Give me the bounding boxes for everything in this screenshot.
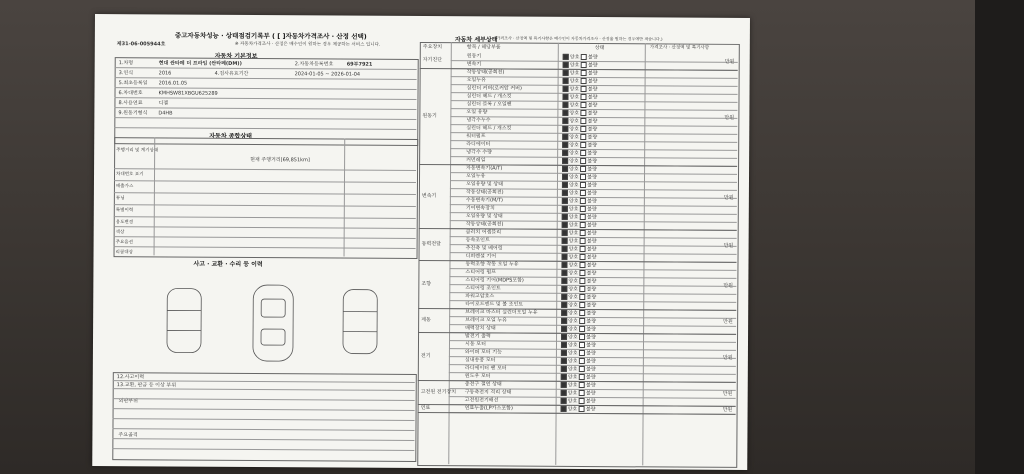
state-checkboxes[interactable]: 양호 불량	[561, 334, 596, 341]
detail-item-label: 브레이크 오일 누유	[465, 317, 507, 324]
detail-item-label: 실린더 헤드 / 개스킷	[466, 125, 512, 132]
detail-header: 자동차 세부상태	[454, 36, 498, 44]
state-checkboxes[interactable]: 양호 불량	[563, 86, 598, 93]
group-name: 변속기	[421, 193, 437, 200]
state-checkboxes[interactable]: 양호 불량	[562, 126, 597, 133]
field-value: 2016	[158, 70, 172, 77]
detail-item-label: 변속기	[466, 61, 482, 68]
summary-row-label: 색상	[115, 230, 125, 236]
field-label: 1.차명	[118, 60, 134, 67]
summary-box	[114, 137, 419, 259]
state-checkboxes[interactable]: 양호 불량	[562, 190, 597, 197]
price-note: 만원	[723, 242, 734, 249]
detail-item-label: 발전기 출력	[465, 333, 491, 340]
state-checkboxes[interactable]: 양호 불량	[562, 150, 597, 157]
col-main: 주요장치	[422, 44, 443, 51]
detail-item-label: 실내송풍 모터	[464, 357, 496, 364]
state-checkboxes[interactable]: 양호 불량	[562, 182, 597, 189]
state-checkboxes[interactable]: 양호 불량	[562, 102, 597, 109]
col-state: 상태	[594, 45, 605, 52]
detail-item-label: 라디에이터	[466, 141, 491, 148]
detail-item-label: 연료누출(LP가스포함)	[464, 405, 513, 412]
price-note: 만원	[723, 194, 734, 201]
mileage-text: 현재 주행거리[69,851km]	[250, 156, 310, 164]
basic-info-header: 자동차 기본정보	[214, 52, 258, 60]
summary-row-label: 리콜대상	[115, 250, 133, 256]
detail-item-label: 냉각수누수	[466, 117, 491, 124]
state-checkboxes[interactable]: 양호 불량	[561, 278, 596, 285]
state-checkboxes[interactable]: 양호 불량	[562, 206, 597, 213]
detail-item-label: 라디에이터 팬 모터	[464, 365, 507, 372]
state-checkboxes[interactable]: 양호 불량	[561, 270, 596, 277]
detail-item-label: 와이퍼 모터 기능	[464, 349, 502, 356]
detail-item-label: 오일유량 및 상태	[465, 213, 503, 220]
detail-item-label: 스티어링 조인트	[465, 285, 501, 292]
group-name: 전기	[420, 352, 431, 360]
state-checkboxes[interactable]: 양호 불량	[561, 374, 596, 381]
summary-row-label: 차대번호 표기	[116, 172, 144, 178]
summary-row-label: 튜닝	[115, 196, 125, 202]
state-checkboxes[interactable]: 양호 불량	[561, 342, 596, 349]
detail-item-label: 등속조인트	[465, 237, 490, 244]
state-checkboxes[interactable]: 양호 불량	[563, 70, 598, 77]
car-top-icon	[253, 285, 293, 361]
detail-item-label: 배력장치 상태	[465, 325, 496, 332]
state-checkboxes[interactable]: 양호 불량	[562, 110, 597, 117]
document-notice: ※ 자동차가격조사 · 산정은 매수인이 원하는 경우 제공하는 서비스 입니다.	[234, 41, 381, 48]
group-name: 원동기	[422, 113, 437, 120]
detail-item-label: 클러치 어셈블리	[465, 229, 502, 236]
detail-item-label: 추진축 및 베어링	[465, 245, 503, 252]
state-checkboxes[interactable]: 양호 불량	[561, 382, 596, 389]
detail-item-label: 오일누유	[466, 77, 486, 84]
accident-header: 사고 · 교환 · 수리 등 이력	[193, 260, 263, 269]
state-checkboxes[interactable]: 양호 불량	[562, 246, 597, 253]
field-label: 9.원동기형식	[118, 110, 148, 117]
detail-item-label: 작동상태(공회전)	[465, 221, 504, 228]
state-checkboxes[interactable]: 양호 불량	[563, 54, 598, 61]
state-checkboxes[interactable]: 양호 불량	[561, 286, 596, 293]
detail-item-label: 시동 모터	[464, 341, 486, 348]
state-checkboxes[interactable]: 양호 불량	[561, 406, 596, 413]
detail-item-label: 오일유량 및 상태	[465, 181, 503, 188]
document-number: 제31-06-005944호	[116, 41, 166, 48]
summary-row-label: 주요옵션	[115, 240, 134, 246]
history-row-label: 주요골격	[118, 432, 138, 439]
summary-row-label: 주행거리 및 계기상태	[116, 148, 159, 154]
col-price: 가격조사 · 산정액 및 특기사항	[649, 45, 710, 51]
state-checkboxes[interactable]: 양호 불량	[561, 398, 596, 405]
history-row-label: 12.사고이력	[116, 374, 145, 381]
summary-row-label: 배출가스	[115, 184, 134, 190]
state-checkboxes[interactable]: 양호 불량	[562, 238, 597, 245]
summary-header: 자동차 종합상태	[209, 132, 252, 140]
state-checkboxes[interactable]: 양호 불량	[561, 318, 596, 325]
field-value: 2016.01.05	[158, 80, 188, 87]
group-name: 자기진단	[422, 57, 443, 64]
field-value: 2024-01-05 ~ 2026-01-04	[294, 71, 361, 78]
history-row-label: 13.교환, 판금 등 이상 부위	[116, 382, 177, 389]
detail-item-label: 충전구 절연 상태	[464, 381, 502, 388]
background-shadow	[975, 0, 1024, 474]
detail-item-label: 커먼레일	[466, 157, 486, 164]
col-item: 항목 / 해당부품	[466, 44, 501, 51]
price-note: 만원	[722, 354, 733, 361]
field-value: D4HB	[158, 110, 173, 117]
detail-item-label: 기어변속장치	[465, 205, 495, 212]
detail-item-label: 자동변속기(A/T)	[466, 165, 503, 172]
summary-row-label: 용도변경	[115, 220, 134, 226]
detail-item-label: 구동축전지 격리 상태	[464, 389, 512, 396]
price-note: 만원	[723, 282, 734, 289]
detail-item-label: 스티어링 기어(MDPS포함)	[465, 277, 524, 284]
group-name: 고전원 전기장치	[420, 388, 457, 396]
field-label: 6.차대번호	[118, 90, 143, 97]
group-name: 동력전달	[421, 240, 441, 248]
state-checkboxes[interactable]: 양호 불량	[562, 158, 597, 165]
price-note: 만원	[722, 390, 733, 397]
detail-item-label: 작동상태(공회전)	[466, 69, 505, 76]
field-value: 69부7921	[346, 61, 373, 68]
history-row-label: 외판부위	[118, 398, 138, 405]
field-label: 8.사용연료	[118, 100, 143, 107]
car-diagram	[153, 276, 414, 370]
detail-item-label: 타이로드엔드 및 볼 조인트	[465, 301, 524, 308]
field-label: 4.검사유효기간	[214, 70, 249, 77]
group-name: 연료	[420, 404, 431, 412]
state-checkboxes[interactable]: 양호 불량	[562, 166, 597, 173]
state-checkboxes[interactable]: 양호 불량	[562, 214, 597, 221]
field-value: 현대 싼타페 더 프라임 (싼타페(DM))	[158, 60, 242, 67]
state-checkboxes[interactable]: 양호 불량	[563, 78, 598, 85]
field-value: 디젤	[158, 100, 169, 107]
document-title: 중고자동차성능 · 상태점검기록부 ( [ ]자동차가격조사 · 산정 선택)	[174, 31, 367, 41]
price-note: 만원	[722, 406, 733, 413]
detail-item-label: 실린더 블록 / 오일팬	[466, 101, 512, 108]
state-checkboxes[interactable]: 양호 불량	[562, 118, 597, 125]
price-note: 만원	[724, 58, 735, 65]
field-label: 2.자동차등록번호	[294, 61, 334, 68]
detail-item-label: 윈도우 모터	[464, 373, 491, 380]
detail-item-label: 워터펌프	[466, 133, 486, 140]
state-checkboxes[interactable]: 양호 불량	[562, 254, 597, 261]
state-checkboxes[interactable]: 양호 불량	[562, 230, 597, 237]
group-name: 제동	[421, 316, 431, 324]
state-checkboxes[interactable]: 양호 불량	[561, 310, 596, 317]
field-value: KMHSW81XBGU625289	[158, 90, 218, 97]
detail-item-label: 고전원전기배선	[464, 397, 499, 404]
detail-item-label: 작동상태(공회전)	[465, 189, 504, 196]
detail-item-label: 파워고압호스	[465, 293, 495, 300]
detail-item-label: 스티어링 펌프	[465, 269, 497, 276]
state-checkboxes[interactable]: 양호 불량	[561, 262, 596, 269]
state-checkboxes[interactable]: 양호 불량	[561, 326, 596, 333]
detail-item-label: 오일 유량	[466, 109, 488, 116]
state-checkboxes[interactable]: 양호 불량	[563, 62, 598, 69]
field-label: 3.연식	[118, 70, 134, 77]
state-checkboxes[interactable]: 양호 불량	[562, 134, 597, 141]
detail-item-label: 브레이크 마스터 실린더오일 누유	[465, 309, 538, 316]
detail-subheader: (가격조사 · 산정액 및 특기사항은 매수인이 자동차가격조사 · 산정을 원하는 경우에만 적습니다.)	[494, 35, 663, 42]
car-front-icon	[167, 288, 201, 352]
state-checkboxes[interactable]: 양호 불량	[562, 142, 597, 149]
detail-item-label: 디퍼렌셜 기어	[465, 253, 497, 260]
group-name: 조향	[421, 280, 432, 288]
state-checkboxes[interactable]: 양호 불량	[562, 94, 597, 101]
state-checkboxes[interactable]: 양호 불량	[561, 294, 596, 301]
detail-item-label: 실린더 헤드 / 개스킷	[466, 93, 512, 100]
detail-item-label: 냉각수 수량	[466, 149, 492, 156]
summary-row-label: 특별이력	[115, 208, 134, 214]
detail-item-label: 동력조향 작동 오일 누유	[465, 261, 519, 268]
detail-item-label: 원동기	[466, 53, 482, 60]
price-note: 만원	[724, 114, 735, 121]
state-checkboxes[interactable]: 양호 불량	[561, 358, 596, 365]
state-checkboxes[interactable]: 양호 불량	[562, 222, 597, 229]
state-checkboxes[interactable]: 양호 불량	[562, 198, 597, 205]
detail-item-label: 수동변속기(M/T)	[465, 197, 503, 204]
inspection-document	[92, 14, 750, 470]
state-checkboxes[interactable]: 양호 불량	[561, 350, 596, 357]
state-checkboxes[interactable]: 양호 불량	[561, 366, 596, 373]
detail-item-label: 실린더 커버(로커암 커버)	[466, 85, 522, 92]
state-checkboxes[interactable]: 양호 불량	[561, 390, 596, 397]
state-checkboxes[interactable]: 양호 불량	[562, 174, 597, 181]
field-label: 5.최초등록일	[118, 80, 148, 87]
price-note: 만원	[723, 318, 733, 325]
car-side-icon	[343, 290, 377, 354]
state-checkboxes[interactable]: 양호 불량	[561, 302, 596, 309]
detail-item-label: 오일누유	[465, 173, 486, 180]
